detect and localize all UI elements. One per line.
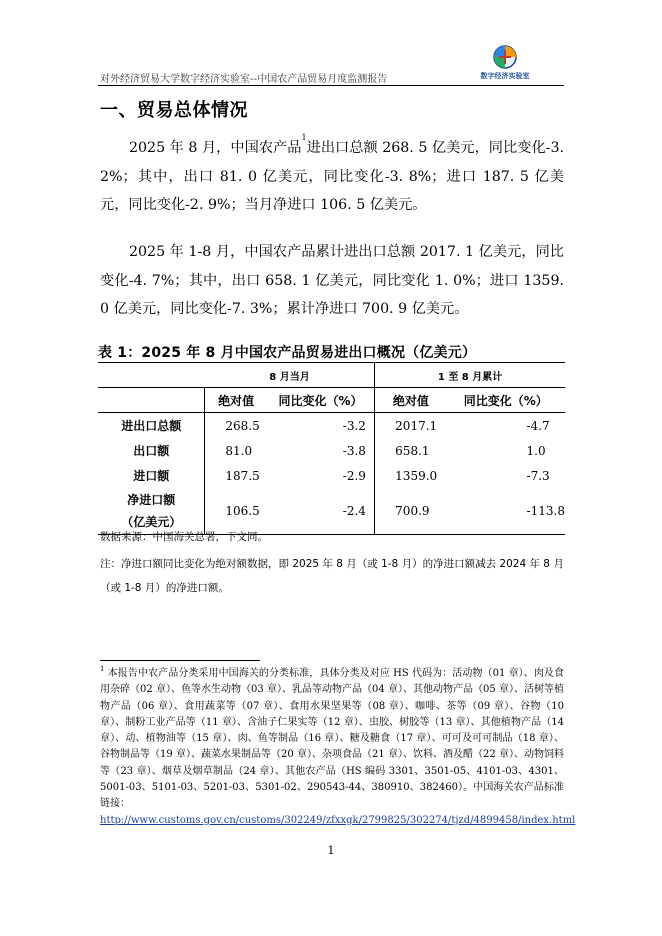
row-label: 进口额: [133, 469, 170, 483]
customs-standard-link[interactable]: http://www.customs.gov.cn/customs/302249/zfxxgk/2799825/302274/tjzd/4899458/index.html: [100, 814, 576, 826]
cell-month-abs: 81.0: [205, 438, 267, 463]
row-label-line1: 净进口额: [127, 493, 176, 507]
cell-ytd-yoy: 1.0: [526, 443, 546, 458]
col-header-month-yoy: 同比变化（%）: [267, 388, 375, 413]
header-rule: [98, 85, 564, 86]
footnote-rule: [100, 660, 260, 661]
globe-logo-icon: [492, 44, 518, 70]
cell-month-abs: 187.5: [205, 463, 267, 488]
paragraph-monthly-part-a: 2025 年 8 月，中国农产品: [129, 140, 302, 156]
group-header-ytd: 1 至 8 月累计: [375, 363, 565, 388]
paragraph-ytd-summary: 2025 年 1-8 月，中国农产品累计进出口总额 2017. 1 亿美元，同比变化-4. 7%；其中，出口 658. 1 亿美元，同比变化 1. 0%；进口 1359. 0 亿美元，同比变化-7. 3%；累计净进口 700. 9 亿美元。: [100, 244, 564, 317]
logo-text: 数字经济实验室: [480, 72, 530, 80]
group-header-month: 8 月当月: [205, 363, 375, 388]
cell-ytd-yoy: -113.8: [447, 488, 565, 535]
cell-ytd-abs: 2017.1: [395, 418, 438, 433]
col-header-month-abs: 绝对值: [205, 388, 267, 413]
cell-ytd-yoy: -4.7: [526, 418, 550, 433]
row-label: 进出口总额: [121, 419, 182, 433]
cell-ytd-yoy: -7.3: [526, 468, 550, 483]
table-sub-header-row: [98, 388, 565, 413]
table-caption: 表 1：2025 年 8 月中国农产品贸易进出口概况（亿美元）: [98, 345, 477, 361]
table-row: [98, 438, 565, 463]
cell-month-yoy: -3.8: [267, 438, 375, 463]
table-row: [98, 463, 565, 488]
cell-ytd-abs: 658.1: [395, 443, 430, 458]
col-header-ytd-abs: 绝对值: [375, 388, 447, 413]
data-source: 数据来源：中国海关总署，下文同。: [100, 531, 268, 543]
col-header-ytd-yoy: 同比变化（%）: [447, 388, 565, 413]
page-number: 1: [327, 844, 335, 857]
cell-ytd-abs: 700.9: [375, 488, 447, 535]
cell-month-yoy: -2.9: [267, 463, 375, 488]
row-label-line2: （亿美元）: [121, 515, 182, 529]
lab-logo: [468, 44, 542, 84]
footnote: [100, 665, 576, 829]
paragraph-monthly-part-b: 进出口总额 268. 5 亿美元，同比变化-3. 2%；其中，出口 81. 0 亿美元，同比变化-3. 8%；进口 187. 5 亿美元，同比变化-2. 9%；当月净进口 106. 5 亿美元。: [100, 140, 564, 213]
footnote-reference[interactable]: 1: [301, 133, 307, 142]
table-row: [98, 413, 565, 439]
cell-month-abs: 106.5: [205, 488, 267, 535]
cell-month-abs: 268.5: [205, 413, 267, 439]
running-header: 对外经济贸易大学数字经济实验室--中国农产品贸易月度监测报告: [100, 74, 388, 85]
table-group-header-row: [98, 363, 565, 388]
footnote-text: 本报告中农产品分类采用中国海关的分类标准，具体分类及对应 HS 代码为：活动物（01 章）、肉及食用杂碎（02 章）、鱼等水生动物（03 章）、乳品等动物产品（04 章）、其他动物产品（05 章）、活树等植物产品（06 章）、食用蔬菜等（07 章）、食用水果坚果等（08 章）、咖啡、茶等（09 章）、谷物（10 章）、制粉工业产品等（11 章）、含油子仁果实等（12 章）、虫胶、树胶等（13 章）、其他植物产品（14 章）、动、植物油等（15 章）、肉、鱼等制品（16 章）、糖及糖食（17 章）、可可及可可制品（18 章）、谷物制品等（19 章）、蔬菜水果制品等（20 章）、杂项食品（21 章）、饮料、酒及醋（22 章）、动物饲料等（23 章）、烟草及烟草制品（24 章）、其他农产品（HS 编码 3301、3501-05、4101-03、4301、5001-03、5101-03、5201-03、5301-02、290543-44、380910、382460）。中国海关农产品标准链接：: [100, 668, 564, 810]
cell-month-yoy: -3.2: [267, 413, 375, 439]
section-title: 一、贸易总体情况: [100, 100, 248, 121]
table-note: 注：净进口额同比变化为绝对额数据，即 2025 年 8 月（或 1-8 月）的净进口额减去 2024 年 8 月（或 1-8 月）的净进口额。: [100, 558, 564, 594]
cell-ytd-abs: 1359.0: [395, 468, 438, 483]
footnote-marker: 1: [100, 665, 105, 673]
row-label: 出口额: [133, 444, 170, 458]
trade-summary-table: [98, 362, 565, 535]
cell-month-yoy: -2.4: [267, 488, 375, 535]
paragraph-monthly-summary: [100, 134, 564, 220]
